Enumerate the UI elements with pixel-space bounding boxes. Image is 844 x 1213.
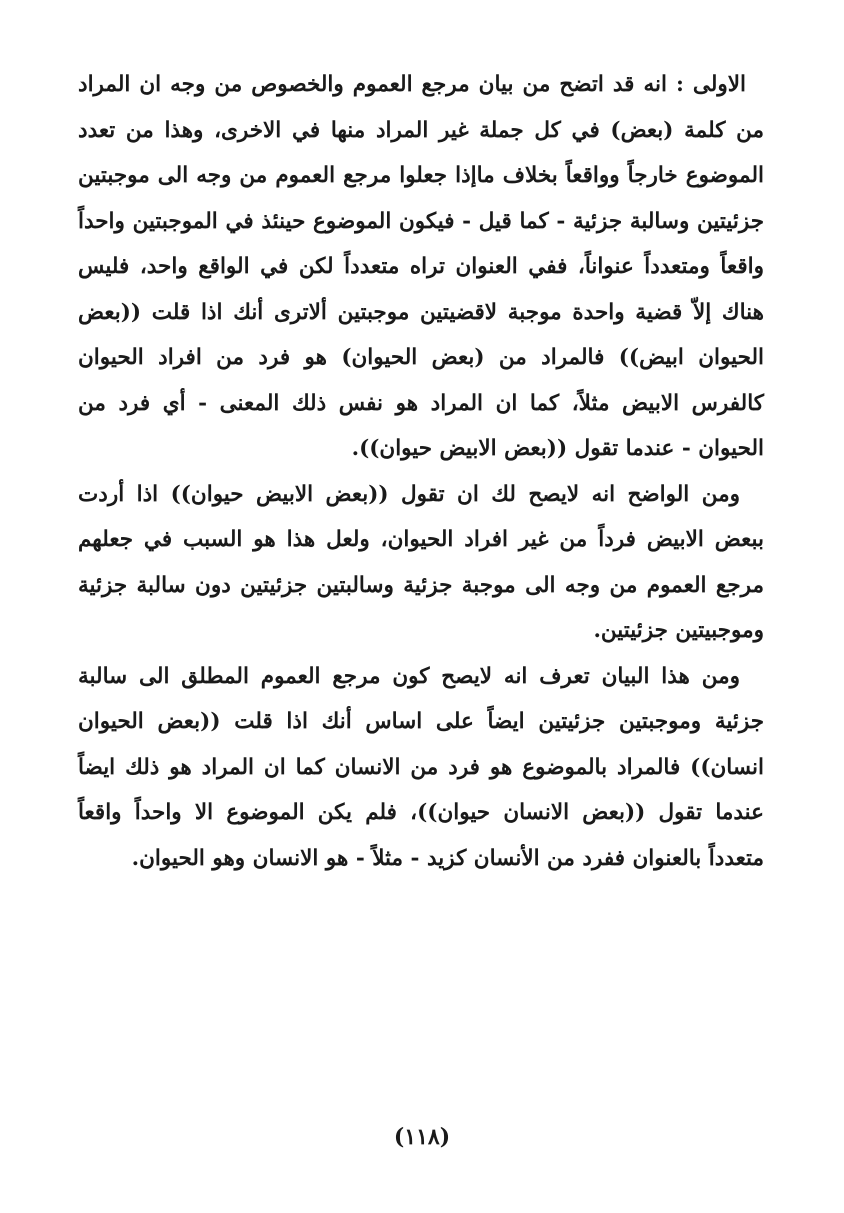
paragraph-1: الاولى : انه قد اتضح من بيان مرجع العموم والخصوص من وجه ان المراد من كلمة (بعض) في كل جملة غير المراد منها في الاخرى، وهذا من تعدد الموضوع خارجاً وواقعاً بخلاف ماإذا جعلوا مرجع العموم من وجه الى موجبتين جزئيتين وسالبة جزئية - كما قيل - فيكون الموضوع حينئذ في الموجبتين واحداً واقعاً ومتعدداً عنواناً، ففي العنوان تراه متعدداً لكن في الواقع واحد، فليس هناك إلاّ قضية واحدة موجبة لاقضيتين موجبتين ألاترى أنك اذا قلت ((بعض الحيوان ابيض)) فالمراد من (بعض الحيوان) هو فرد من افراد الحيوان كالفرس الابيض مثلاً، كما ان المراد هو نفس ذلك المعنى - أي فرد من الحيوان - عندما تقول ((بعض الابيض حيوان)).	[78, 72, 764, 461]
body-text	[78, 62, 764, 881]
page-number: (١١٨)	[393, 1124, 451, 1150]
paragraph-3: ومن هذا البيان تعرف انه لايصح كون مرجع العموم المطلق الى سالبة جزئية وموجبتين جزئيتين ايضاً على اساس أنك اذا قلت ((بعض الحيوان انسان)) فالمراد بالموضوع هو فرد من الانسان كما ان المراد هو ذلك ايضاً عندما تقول ((بعض الانسان حيوان))، فلم يكن الموضوع الا واحداً واقعاً متعدداً بالعنوان ففرد من الأنسان كزيد - مثلاً - هو الانسان وهو الحيوان.	[78, 663, 764, 871]
paragraph-2: ومن الواضح انه لايصح لك ان تقول ((بعض الابيض حيوان)) اذا أردت ببعض الابيض فرداً من غير افراد الحيوان، ولعل هذا هو السبب في جعلهم مرجع العموم من وجه الى موجبة جزئية وسالبتين جزئيتين دون سالبة جزئية وموجبيتين جزئيتين.	[78, 481, 764, 643]
